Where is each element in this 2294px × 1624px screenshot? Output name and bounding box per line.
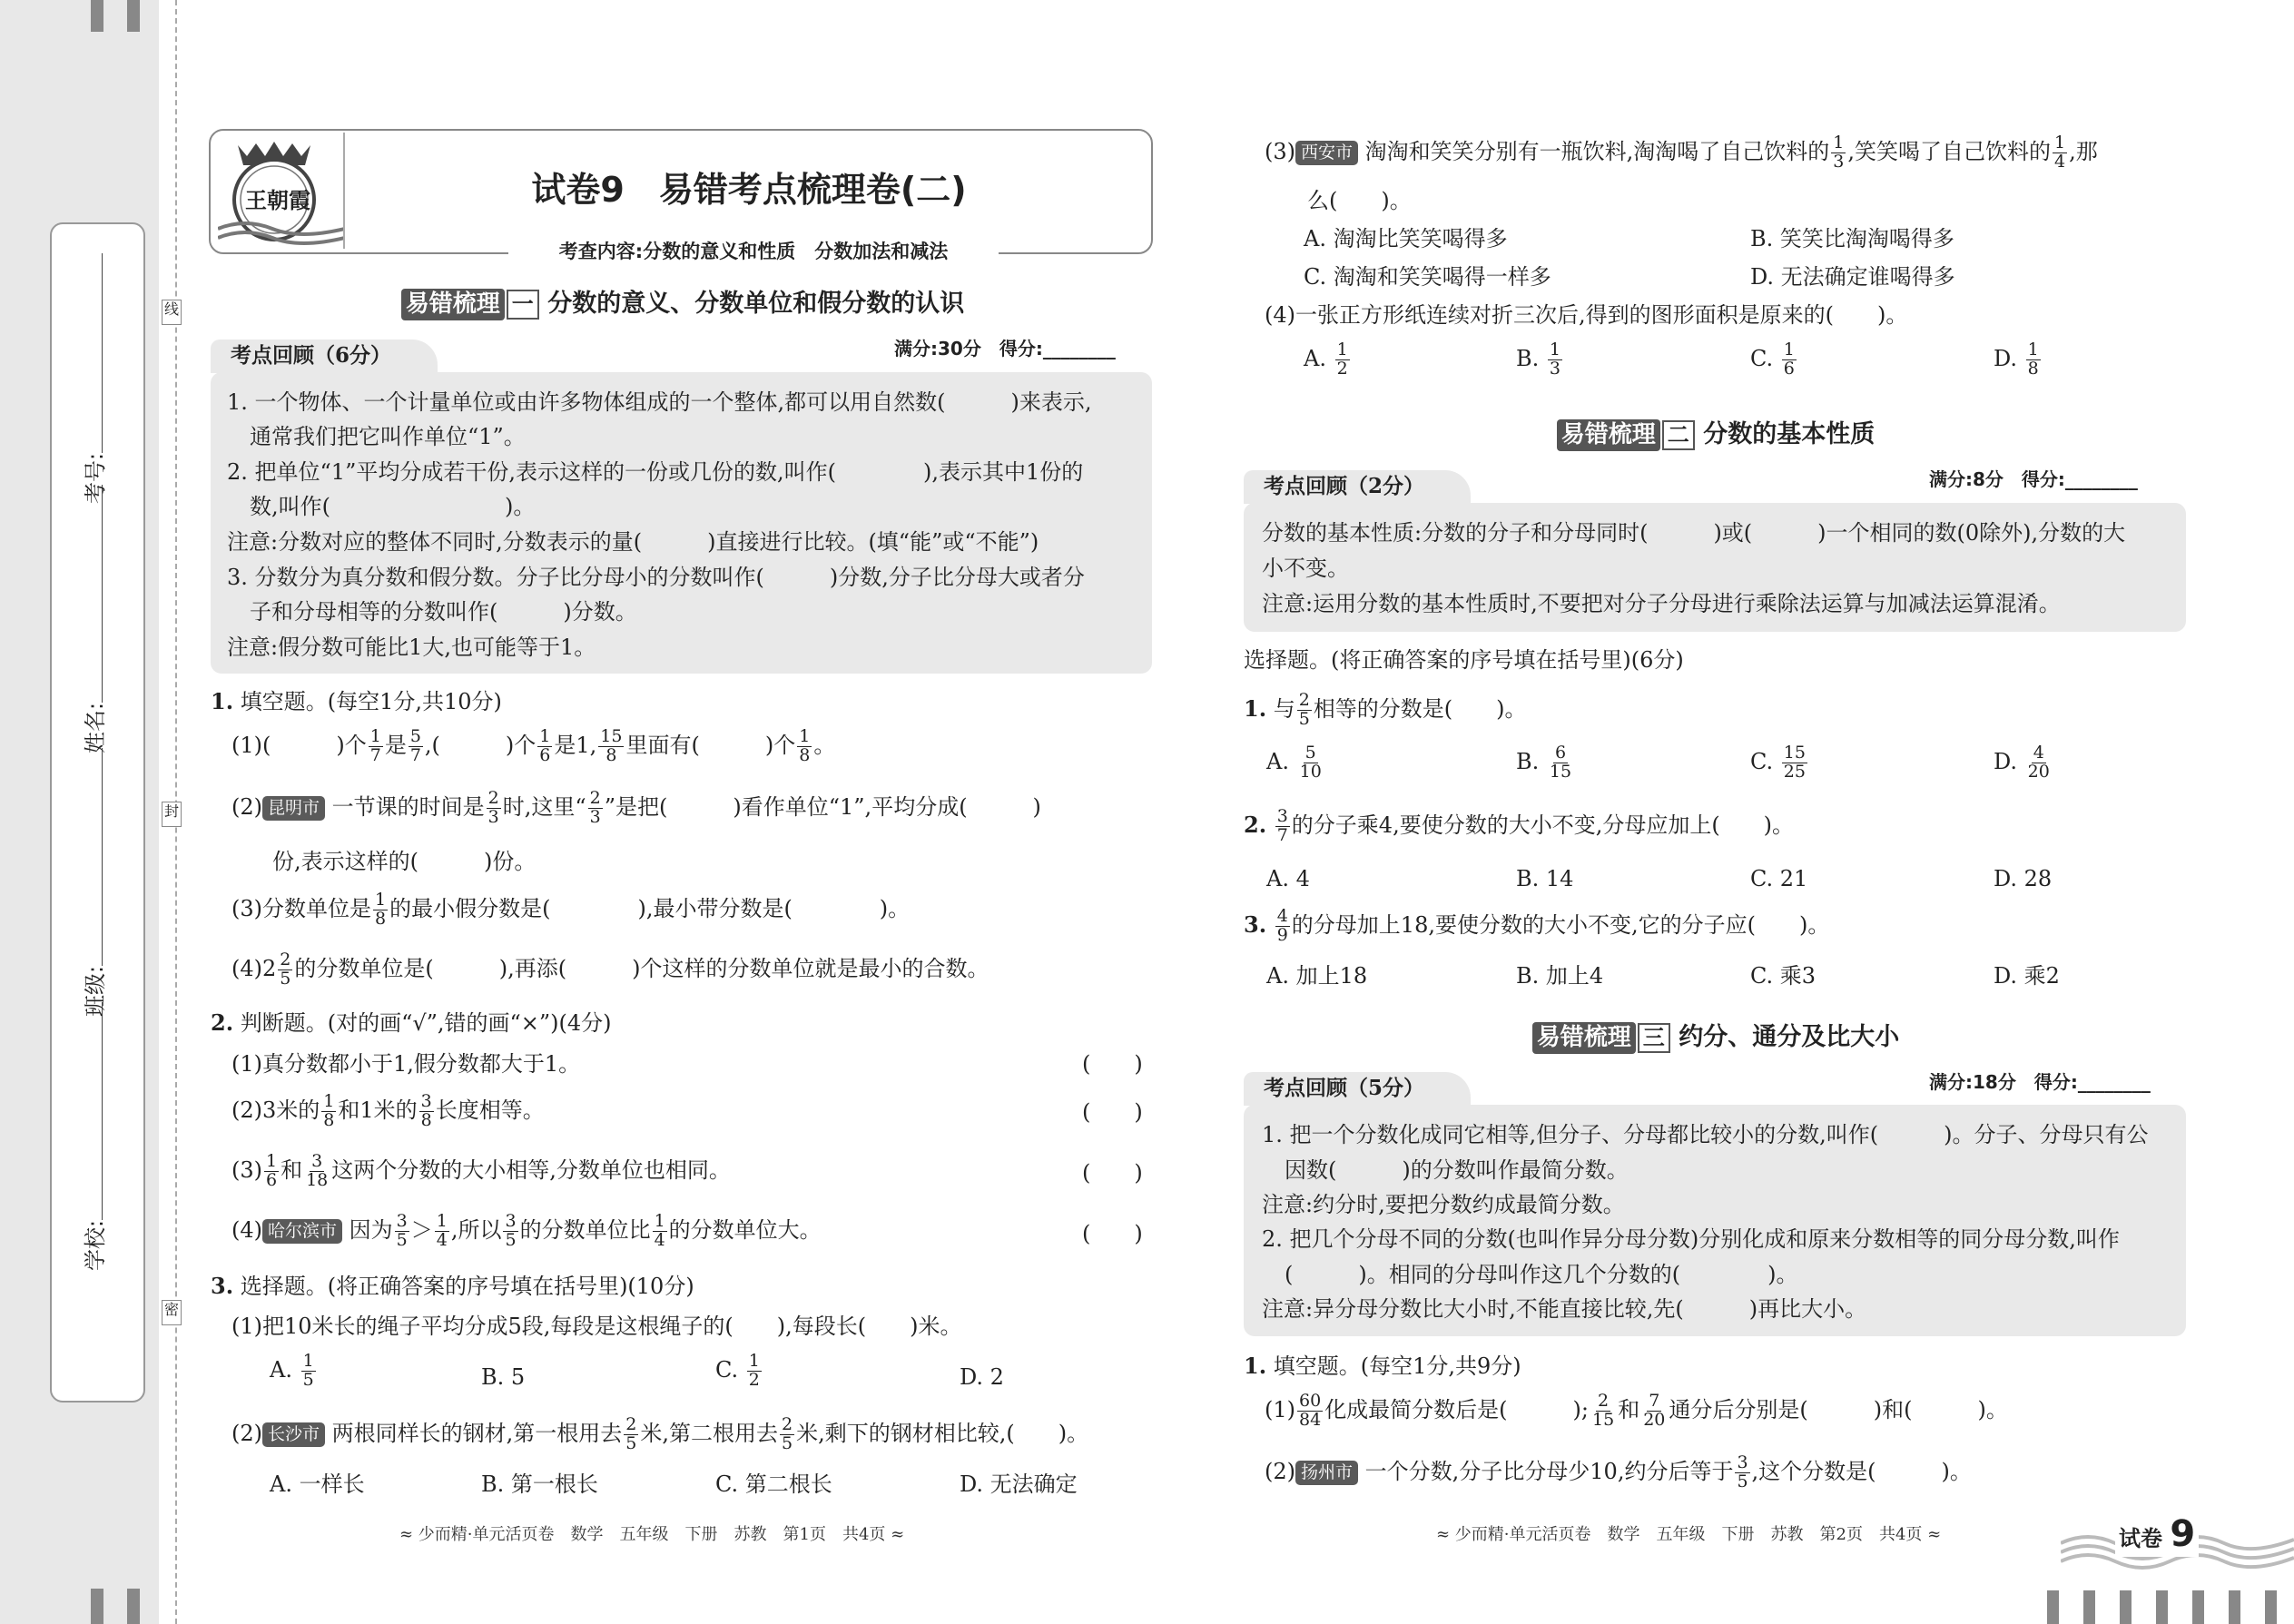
review-text: 注意:假分数可能比1大,也可能等于1。 <box>227 635 596 660</box>
bottom-stripe <box>2120 1590 2132 1624</box>
score-line[interactable]: 满分:30分 得分:________ <box>894 338 1116 359</box>
option[interactable]: A. $\frac{1}{2}$ <box>1304 340 1348 379</box>
q2-item-3: (3) $\frac{1}{6}$ 和 $\frac{3}{18}$ 这两个分数的大小相等,分数单位也相同。 <box>231 1151 731 1190</box>
review-text: 通常我们把它叫作单位“1”。 <box>250 424 526 449</box>
review-text: 2. 把单位“1”平均分成若干份,表示这样的一份或几份的数,叫作( ),表示其中1份的 <box>227 459 1084 485</box>
option[interactable]: D. 无法确定 <box>960 1471 1078 1497</box>
option[interactable]: C. 第二根长 <box>715 1471 832 1497</box>
review-text: 注意:约分时,要把分数约成最简分数。 <box>1262 1192 1625 1217</box>
section-tag: 易错梳理 <box>1557 419 1660 451</box>
option[interactable]: D. $\frac{4}{20}$ <box>1994 743 2050 782</box>
bottom-stripe <box>2265 1590 2277 1624</box>
exam-no-label: 考号: <box>83 452 108 504</box>
review-tab: 考点回顾（2分） <box>1244 470 1471 504</box>
c3-cont: 么( )。 <box>1307 188 1412 213</box>
review-box-1 <box>211 372 1152 674</box>
option[interactable]: B. 加上4 <box>1516 963 1604 989</box>
section-tag: 易错梳理 <box>1532 1022 1636 1054</box>
option[interactable]: B. 笑笑比淘淘喝得多 <box>1750 226 1954 251</box>
city-badge: 西安市 <box>1295 141 1358 165</box>
seal-char-2: 封 <box>162 802 182 827</box>
page-subtitle: 考查内容:分数的意义和性质 分数加法和减法 <box>508 240 999 267</box>
option[interactable]: A. 加上18 <box>1266 963 1368 989</box>
section-tag: 易错梳理 <box>401 289 505 320</box>
c3-question[interactable]: (3) 西安市 淘淘和笑笑分别有一瓶饮料,淘淘喝了自己饮料的 $\frac{1}{3}$ ,笑笑喝了自己饮料的 $\frac{1}{4}$ ,那 <box>1265 133 2098 172</box>
option[interactable]: A. $\frac{1}{5}$ <box>270 1351 314 1390</box>
q3-item-2[interactable]: (2) 长沙市 两根同样长的钢材,第一根用去 $\frac{2}{5}$ 米,第二根用去 $\frac{2}{5}$ 米,剩下的钢材相比较,( )。 <box>231 1414 1089 1453</box>
logo-text: 王朝霞 <box>245 187 310 213</box>
s2-q3[interactable]: 3. $\frac{4}{9}$ 的分母加上18,要使分数的大小不变,它的分子应( )。 <box>1244 906 1830 945</box>
option[interactable]: C. $\frac{1}{2}$ <box>715 1351 760 1390</box>
q1-heading: 1. 填空题。(每空1分,共10分) <box>211 688 502 714</box>
city-badge: 昆明市 <box>262 796 325 821</box>
q1-item-3[interactable]: (3)分数单位是 $\frac{1}{8}$ 的最小假分数是( ),最小带分数是( )。 <box>231 890 911 929</box>
review-text: 注意:运用分数的基本性质时,不要把对分子分母进行乘除法运算与加减法运算混淆。 <box>1262 591 2061 616</box>
school-label: 学校: <box>83 1219 108 1271</box>
option[interactable]: D. $\frac{1}{8}$ <box>1994 340 2039 379</box>
s3-item-2[interactable]: (2) 扬州市 一个分数,分子比分母少10,约分后等于 $\frac{3}{5}$ ,这个分数是( )。 <box>1265 1452 1972 1491</box>
bottom-stripe <box>127 1589 140 1624</box>
bottom-stripe <box>2083 1590 2095 1624</box>
option[interactable]: B. 5 <box>481 1364 526 1390</box>
score-line[interactable]: 满分:18分 得分:________ <box>1929 1071 2151 1093</box>
option[interactable]: A. 4 <box>1266 866 1310 891</box>
s2-q1[interactable]: 1. 与 $\frac{2}{5}$ 相等的分数是( )。 <box>1244 690 1527 729</box>
s3-item-1[interactable]: (1) $\frac{60}{84}$ 化成最简分数后是( ); $\frac{2}{15}$ 和 $\frac{7}{20}$ 通分后分别是( )和( )。 <box>1265 1391 2008 1430</box>
section-2-title: 易错梳理 二 分数的基本性质 <box>1244 419 2188 451</box>
top-stripe <box>91 0 103 32</box>
answer-bracket[interactable]: ( ) <box>1082 1160 1143 1186</box>
name-label: 姓名: <box>83 702 108 753</box>
q1-item-4[interactable]: (4)2 $\frac{2}{5}$ 的分数单位是( ),再添( )个这样的分数单位就是最小的合数。 <box>231 950 989 989</box>
section-number: 二 <box>1662 420 1695 450</box>
option[interactable]: B. $\frac{1}{3}$ <box>1516 340 1561 379</box>
option[interactable]: D. 2 <box>960 1364 1004 1390</box>
footer-right: ≈ 少而精·单元活页卷 数学 五年级 下册 苏教 第2页 共4页 ≈ <box>1436 1525 1942 1544</box>
footer-left: ≈ 少而精·单元活页卷 数学 五年级 下册 苏教 第1页 共4页 ≈ <box>399 1525 905 1544</box>
option[interactable]: C. 淘淘和笑笑喝得一样多 <box>1304 264 1551 290</box>
option[interactable]: D. 无法确定谁喝得多 <box>1750 264 1955 290</box>
section-3-title: 易错梳理 三 约分、通分及比大小 <box>1244 1022 2188 1054</box>
q2-item-1: (1)真分数都小于1,假分数都大于1。 <box>231 1051 581 1077</box>
section-number: 三 <box>1638 1023 1670 1053</box>
option[interactable]: B. 第一根长 <box>481 1471 598 1497</box>
bottom-stripe <box>2156 1590 2168 1624</box>
option[interactable]: A. $\frac{5}{10}$ <box>1266 743 1322 782</box>
option[interactable]: C. 乘3 <box>1750 963 1816 989</box>
top-stripe <box>127 0 140 32</box>
s2-heading: 选择题。(将正确答案的序号填在括号里)(6分) <box>1244 647 1684 673</box>
bottom-stripe <box>2229 1590 2240 1624</box>
option[interactable]: C. $\frac{15}{25}$ <box>1750 743 1806 782</box>
bottom-stripe <box>91 1589 103 1624</box>
option[interactable]: C. $\frac{1}{6}$ <box>1750 340 1795 379</box>
name-field[interactable] <box>82 485 109 753</box>
section-number: 一 <box>507 290 539 320</box>
class-field[interactable] <box>82 748 109 1017</box>
review-text: 2. 把几个分母不同的分数(也叫作异分母分数)分别化成和原来分数相等的同分母分数,叫作 <box>1262 1226 2120 1252</box>
q3-heading: 3. 选择题。(将正确答案的序号填在括号里)(10分) <box>211 1273 694 1299</box>
q3-item-1[interactable]: (1)把10米长的绳子平均分成5段,每段是这根绳子的( ),每段长( )米。 <box>231 1314 962 1339</box>
review-text: 1. 一个物体、一个计量单位或由许多物体组成的一个整体,都可以用自然数( )来表示, <box>227 389 1092 415</box>
c4-question[interactable]: (4)一张正方形纸连续对折三次后,得到的图形面积是原来的( )。 <box>1265 302 1908 328</box>
seal-char-3: 密 <box>162 1300 182 1325</box>
option[interactable]: B. $\frac{6}{15}$ <box>1516 743 1572 782</box>
option[interactable]: B. 14 <box>1516 866 1574 891</box>
q2-item-2: (2)3米的 $\frac{1}{8}$ 和1米的 $\frac{3}{8}$ 长度相等。 <box>231 1091 545 1130</box>
q1-item-1[interactable]: (1)( )个 $\frac{1}{7}$ 是 $\frac{5}{7}$ ,( )个 $\frac{1}{6}$ 是1, $\frac{15}{8}$ 里面有( )个 $\frac{1}{8}$ 。 <box>231 726 836 765</box>
q1-item-2[interactable]: (2) 昆明市 一节课的时间是 $\frac{2}{3}$ 时,这里“ $\frac{2}{3}$ ”是把( )看作单位“1”,平均分成( ) <box>231 788 1041 827</box>
review-tab: 考点回顾（5分） <box>1244 1072 1471 1106</box>
s2-q2[interactable]: 2. $\frac{3}{7}$ 的分子乘4,要使分数的大小不变,分母应加上( )。 <box>1244 806 1795 845</box>
option[interactable]: C. 21 <box>1750 866 1808 891</box>
review-text: 数,叫作( )。 <box>250 494 536 519</box>
page-title: 试卷9 易错考点梳理卷(二) <box>531 170 967 210</box>
review-text: 注意:分数对应的整体不同时,分数表示的量( )直接进行比较。(填“能”或“不能”) <box>227 529 1039 555</box>
answer-bracket[interactable]: ( ) <box>1082 1099 1143 1125</box>
option[interactable]: D. 乘2 <box>1994 963 2060 989</box>
review-text: 子和分母相等的分数叫作( )分数。 <box>250 599 637 625</box>
q2-item-4: (4) 哈尔滨市 因为 $\frac{3}{5}$ ＞ $\frac{1}{4}$ ,所以 $\frac{3}{5}$ 的分数单位比 $\frac{1}{4}$ 的分数单位大。 <box>231 1211 822 1250</box>
q1-item-2-cont: 份,表示这样的( )份。 <box>272 849 537 874</box>
review-text: ( )。相同的分母叫作这几个分数的( )。 <box>1285 1262 1798 1287</box>
seal-char-1: 线 <box>162 300 182 325</box>
city-badge: 长沙市 <box>262 1422 325 1447</box>
city-badge: 哈尔滨市 <box>262 1219 342 1244</box>
review-tab: 考点回顾（6分） <box>211 340 438 373</box>
q2-heading: 2. 判断题。(对的画“√”,错的画“×”)(4分) <box>211 1009 612 1036</box>
review-text: 1. 把一个分数化成同它相等,但分子、分母都比较小的分数,叫作( )。分子、分母只有公 <box>1262 1122 2149 1147</box>
exam-no-field[interactable] <box>82 253 109 504</box>
school-field[interactable] <box>82 1002 109 1271</box>
section-1-title: 易错梳理 一 分数的意义、分数单位和假分数的认识 <box>211 289 1155 320</box>
option[interactable]: D. 28 <box>1994 866 2053 891</box>
review-text: 分数的基本性质:分数的分子和分母同时( )或( )一个相同的数(0除外),分数的大 <box>1262 520 2126 546</box>
review-text: 注意:异分母分数比大小时,不能直接比较,先( )再比大小。 <box>1262 1296 1867 1322</box>
bottom-stripe <box>2047 1590 2059 1624</box>
score-line[interactable]: 满分:8分 得分:________ <box>1929 468 2138 490</box>
bottom-stripe <box>2192 1590 2204 1624</box>
s3-heading: 1. 填空题。(每空1分,共9分) <box>1244 1353 1521 1379</box>
paper-badge: 试卷 9 <box>2115 1511 2199 1557</box>
review-text: 小不变。 <box>1262 556 1349 581</box>
review-text: 3. 分数分为真分数和假分数。分子比分母小的分数叫作( )分数,分子比分母大或者分 <box>227 565 1085 590</box>
logo <box>218 134 345 248</box>
city-badge: 扬州市 <box>1295 1461 1358 1485</box>
class-label: 班级: <box>83 965 108 1017</box>
answer-bracket[interactable]: ( ) <box>1082 1051 1143 1077</box>
option[interactable]: A. 淘淘比笑笑喝得多 <box>1304 226 1508 251</box>
answer-bracket[interactable]: ( ) <box>1082 1221 1143 1246</box>
option[interactable]: A. 一样长 <box>270 1471 365 1497</box>
review-text: 因数( )的分数叫作最简分数。 <box>1285 1157 1629 1183</box>
